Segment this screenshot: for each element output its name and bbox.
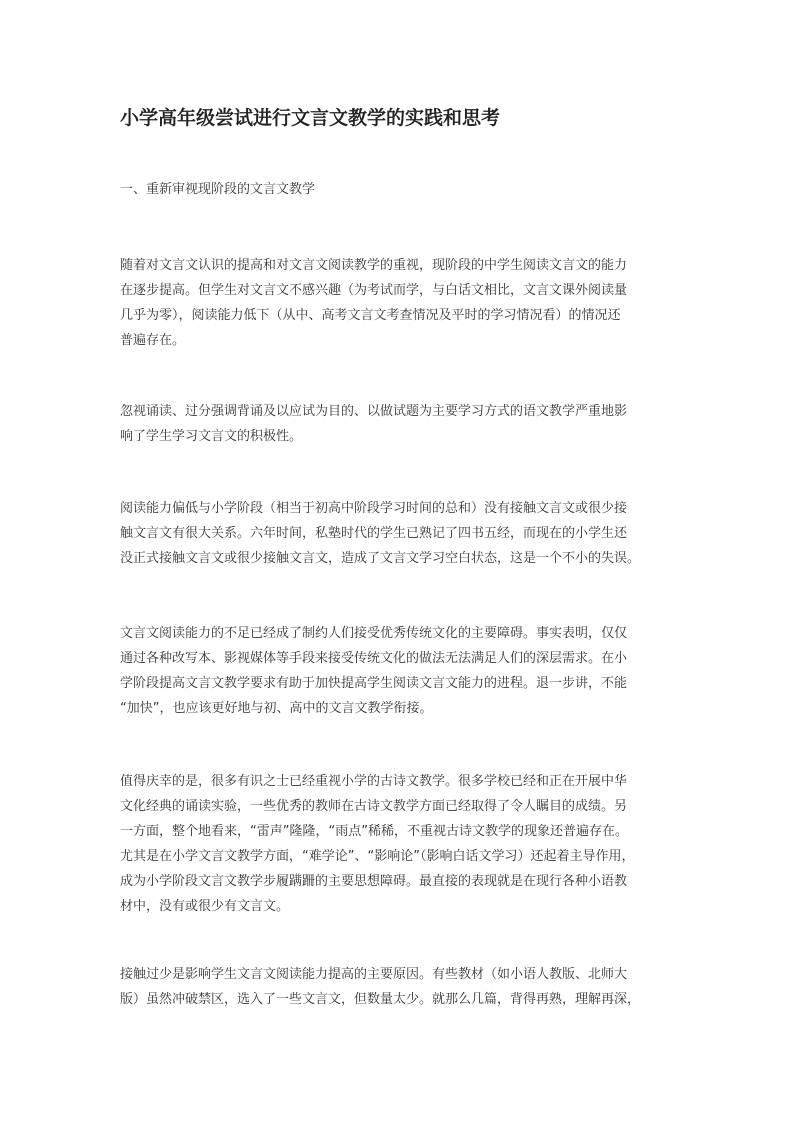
paragraph-line: 通过各种改写本、影视媒体等手段来接受传统文化的做法无法满足人们的深层需求。在小 [120, 651, 628, 666]
paragraph-line: 响了学生学习文言文的积极性。 [120, 429, 303, 444]
paragraph-line: 接触过少是影响学生文言文阅读能力提高的主要原因。有些教材（如小语人教版、北师大 [120, 967, 628, 982]
paragraph-line: 在逐步提高。但学生对文言文不感兴趣（为考试而学，与白话文相比，文言文课外阅读量 [120, 283, 628, 298]
paragraph-line: 文言文阅读能力的不足已经成了制约人们接受优秀传统文化的主要障碍。事实表明，仅仅 [120, 626, 628, 641]
paragraph-2 [120, 399, 686, 449]
paragraph-line: 随着对文言文认识的提高和对文言文阅读教学的重视，现阶段的中学生阅读文言文的能力 [120, 258, 628, 273]
paragraph-line: 忽视诵读、过分强调背诵及以应试为目的、以做试题为主要学习方式的语文教学严重地影 [120, 404, 628, 419]
paragraph-line: 阅读能力偏低与小学阶段（相当于初高中阶段学习时间的总和）没有接触文言文或很少接 [120, 501, 628, 516]
paragraph-line: 一方面，整个地看来，“雷声”隆隆，“雨点”稀稀，不重视古诗文教学的现象还普遍存在。 [120, 824, 628, 839]
paragraph-line: “加快”，也应该更好地与初、高中的文言文教学衔接。 [120, 701, 433, 716]
paragraph-line: 普遍存在。 [120, 333, 186, 348]
paragraph-line: 成为小学阶段文言文教学步履蹒跚的主要思想障碍。最直接的表现就是在现行各种小语教 [120, 874, 628, 889]
paragraph-line: 值得庆幸的是，很多有识之士已经重视小学的古诗文教学。很多学校已经和正在开展中华 [120, 774, 628, 789]
paragraph-line: 尤其是在小学文言文教学方面，“难学论”、“影响论”（影响白话文学习）还起着主导作用， [120, 849, 635, 864]
paragraph-line: 触文言文有很大关系。六年时间，私塾时代的学生已熟记了四书五经，而现在的小学生还 [120, 526, 628, 541]
section-heading: 一、重新审视现阶段的文言文教学 [120, 182, 316, 197]
paragraph-3 [120, 496, 686, 571]
paragraph-6 [120, 962, 686, 1012]
paragraph-4 [120, 621, 686, 721]
paragraph-5 [120, 769, 686, 919]
paragraph-line: 版）虽然冲破禁区，选入了一些文言文，但数量太少。就那么几篇，背得再熟，理解再深， [120, 992, 641, 1007]
paragraph-1 [120, 253, 686, 353]
paragraph-line: 学阶段提高文言文教学要求有助于加快提高学生阅读文言文能力的进程。退一步讲，不能 [120, 676, 628, 691]
paragraph-line: 文化经典的诵读实验，一些优秀的教师在古诗文教学方面已经取得了令人瞩目的成绩。另 [120, 799, 628, 814]
paragraph-line: 没正式接触文言文或很少接触文言文，造成了文言文学习空白状态，这是一个不小的失误。 [120, 551, 641, 566]
paragraph-line: 几乎为零），阅读能力低下（从中、高考文言文考查情况及平时的学习情况看）的情况还 [120, 308, 621, 323]
paragraph-line: 材中，没有或很少有文言文。 [120, 899, 290, 914]
document-title: 小学高年级尝试进行文言文教学的实践和思考 [120, 107, 501, 129]
